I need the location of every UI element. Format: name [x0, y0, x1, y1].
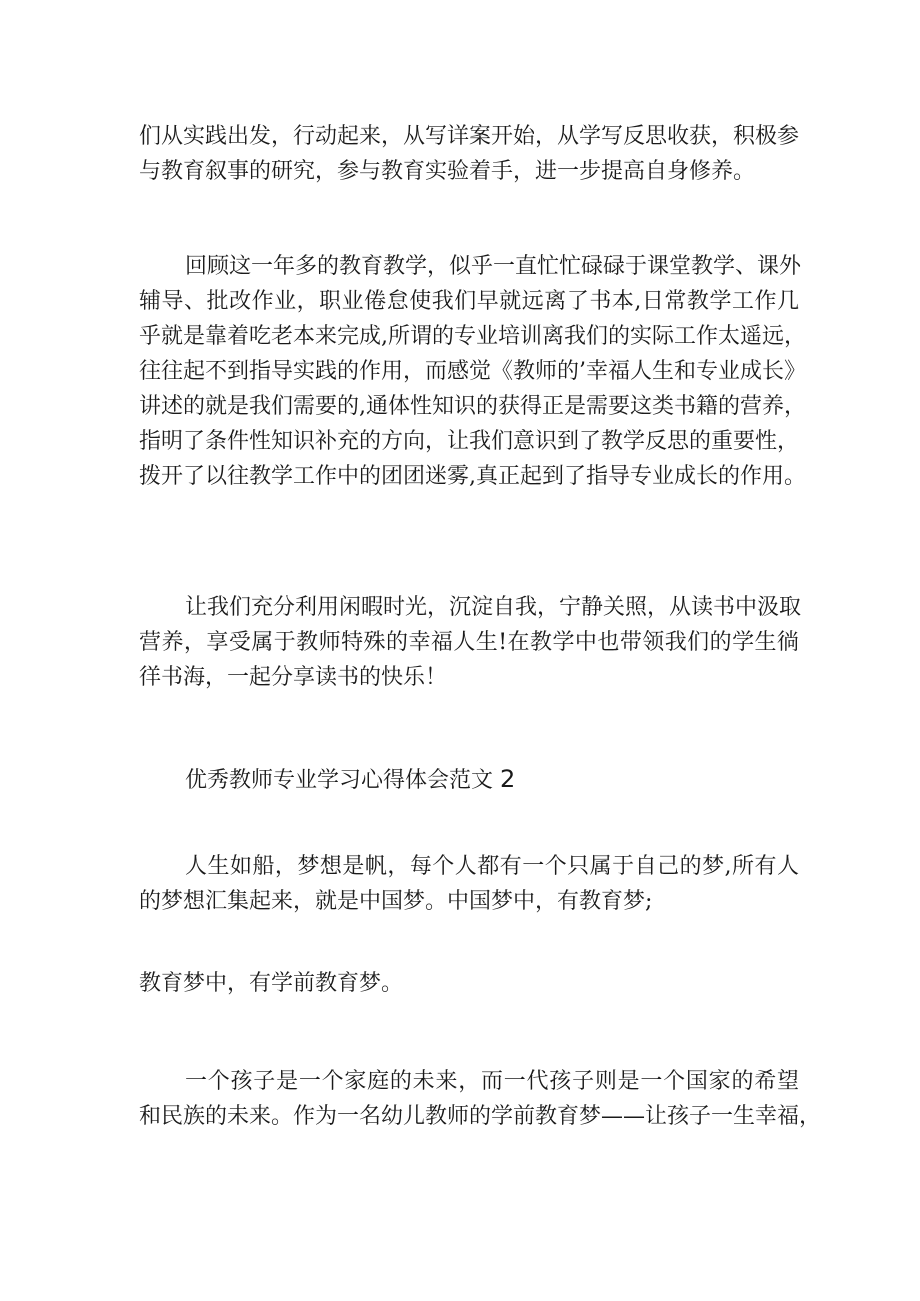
text-line: 回顾这一年多的教育教学，似乎一直忙忙碌碌于课堂教学、课外	[185, 254, 802, 279]
text-line: 人生如船，梦想是帆，每个人都有一个只属于自己的梦,所有人	[185, 854, 799, 879]
text-line: 徉书海，一起分享读书的快乐！	[139, 665, 448, 690]
paragraph-2	[139, 249, 806, 494]
text-line: 营养，享受属于教师特殊的幸福人生!在教学中也带领我们的学生徜	[139, 630, 799, 655]
text-line: 和民族的未来。作为一名幼儿教师的学前教育梦——让孩子一生幸福，	[139, 1104, 822, 1129]
text-line: 与教育叙事的研究，参与教育实验着手，进一步提高自身修养。	[139, 159, 756, 184]
section-heading-number: 2	[500, 765, 516, 793]
paragraph-3	[139, 590, 802, 695]
text-line: 教育梦中，有学前教育梦。	[139, 971, 404, 996]
text-line: 的梦想汇集起来，就是中国梦。中国梦中，有教育梦;	[139, 889, 653, 914]
text-line: 一个孩子是一个家庭的未来，而一代孩子则是一个国家的希望	[185, 1069, 799, 1094]
text-line: 指明了条件性知识补充的方向，让我们意识到了教学反思的重要性，	[139, 429, 800, 454]
text-line: 让我们充分利用闲暇时光，沉淀自我，宁静关照，从读书中汲取	[185, 595, 802, 620]
text-line: 往往起不到指导实践的作用，而感觉《教师的’幸福人生和专业成长》	[139, 359, 806, 384]
paragraph-5	[139, 966, 799, 1001]
text-line: 讲述的就是我们需要的,通体性知识的获得正是需要这类书籍的营养，	[139, 394, 806, 419]
paragraph-1	[139, 119, 799, 189]
text-line: 乎就是靠着吃老本来完成,所谓的专业培训离我们的实际工作太遥远，	[139, 324, 806, 349]
paragraph-4	[139, 849, 799, 919]
text-line: 们从实践出发，行动起来，从写详案开始，从学写反思收获，积极参	[139, 124, 800, 149]
text-line: 拨开了以往教学工作中的团团迷雾,真正起到了指导专业成长的作用。	[139, 464, 806, 489]
paragraph-6	[139, 1064, 822, 1134]
text-line: 辅导、批改作业，职业倦怠使我们早就远离了书本,日常教学工作几	[139, 289, 799, 314]
section-heading	[185, 762, 515, 797]
section-heading-text: 优秀教师专业学习心得体会范文	[185, 768, 494, 793]
